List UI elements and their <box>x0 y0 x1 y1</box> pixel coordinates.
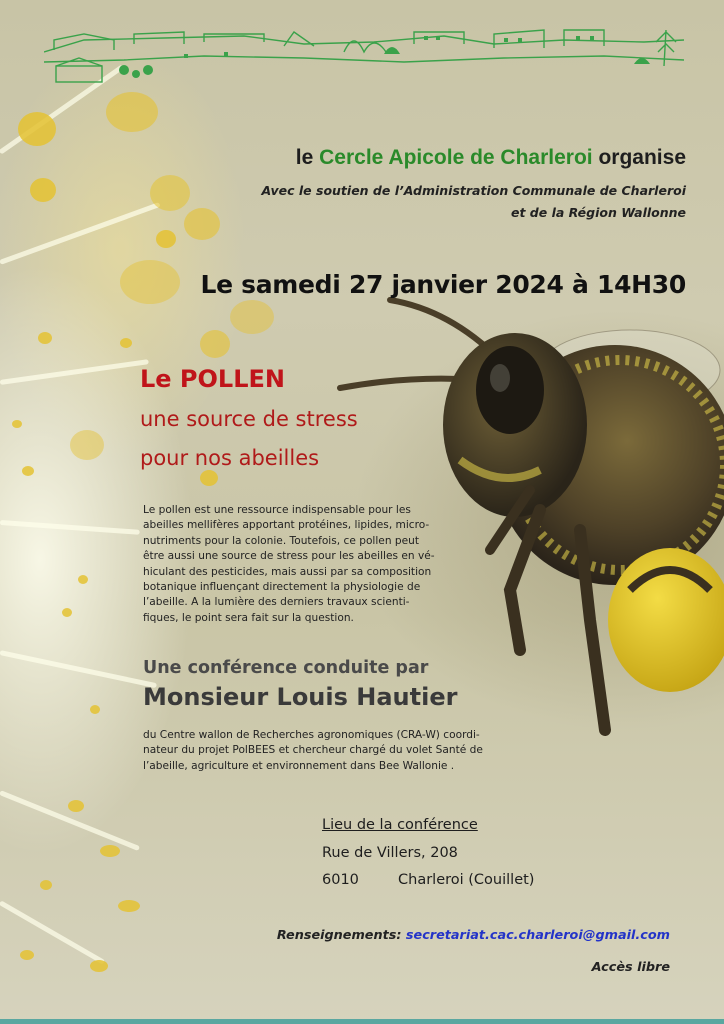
description-line: nutriments pour la colonie. Toutefois, ce pollen peut <box>143 534 420 547</box>
description <box>143 503 473 626</box>
bio-line: nateur du projet PolBEES et chercheur chargé du volet Santé de <box>143 744 483 757</box>
event-date: Le samedi 27 janvier 2024 à 14H30 <box>200 270 686 299</box>
bio-line: du Centre wallon de Recherches agronomiques (CRA-W) coordi- <box>143 729 480 741</box>
speaker-bio <box>143 728 513 774</box>
title-line-3: pour nos abeilles <box>140 446 320 470</box>
description-line: botanique influençant directement la physiologie de <box>143 581 421 594</box>
organizer-line <box>296 146 686 170</box>
bottom-divider <box>0 1019 724 1024</box>
description-line: hiculant des pesticides, mais aussi par sa composition <box>143 565 432 578</box>
location-label: Lieu de la conférence <box>322 817 478 833</box>
access-note: Accès libre <box>591 960 670 975</box>
description-line: fiques, le point sera fait sur la question. <box>143 611 354 624</box>
contact-email-link[interactable]: secretariat.cac.charleroi@gmail.com <box>405 928 670 943</box>
speaker-name: Monsieur Louis Hautier <box>143 683 458 711</box>
support-line-1: Avec le soutien de l’Administration Communale de Charleroi <box>261 183 686 198</box>
description-line: l’abeille. A la lumière des derniers travaux scienti- <box>143 596 410 609</box>
organizer-suffix: organise <box>598 146 686 169</box>
bio-line: l’abeille, agriculture et environnement dans Bee Wallonie . <box>143 759 455 772</box>
title-line-2: une source de stress <box>140 407 358 431</box>
conference-intro: Une conférence conduite par <box>143 658 429 678</box>
location-street: Rue de Villers, 208 <box>322 845 458 861</box>
organizer-name: Cercle Apicole de Charleroi <box>319 146 593 169</box>
support-line-2: et de la Région Wallonne <box>510 205 686 220</box>
title-line-1: Le POLLEN <box>140 365 285 393</box>
location-city: Charleroi (Couillet) <box>398 872 535 888</box>
description-line: être aussi une source de stress pour les abeilles en vé- <box>143 550 435 563</box>
organizer-prefix: le <box>295 146 314 169</box>
contact-label: Renseignements: <box>276 928 402 943</box>
description-line: abeilles mellifères apportant protéines, lipides, micro- <box>143 519 430 532</box>
description-line: Le pollen est une ressource indispensable pour les <box>143 504 411 516</box>
location-postal-code: 6010 <box>322 872 359 888</box>
town-skyline-banner <box>44 22 684 86</box>
contact-line <box>277 928 670 943</box>
